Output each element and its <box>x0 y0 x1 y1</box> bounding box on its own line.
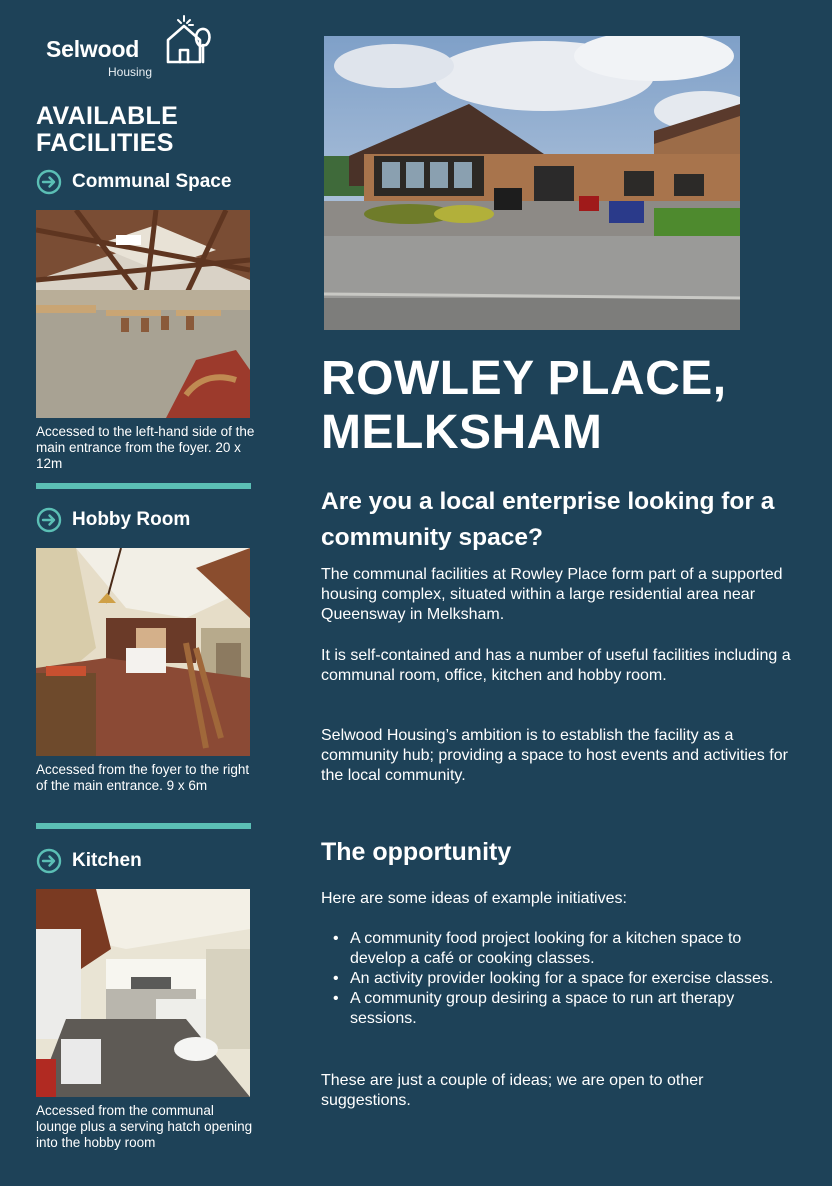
kitchen-photo <box>36 889 250 1097</box>
facility-caption: Accessed to the left-hand side of the main entrance from the foyer. 20 x 12m <box>36 424 255 471</box>
arrow-circle-icon <box>36 848 62 874</box>
house-tree-icon <box>164 12 214 67</box>
building-exterior-photo <box>324 36 740 330</box>
communal-space-photo <box>36 210 250 418</box>
list-item: • A community food project looking for a kitchen space to develop a café or cooking classes. <box>321 929 781 969</box>
logo-name: Selwood <box>46 36 140 62</box>
section-divider <box>36 823 251 829</box>
facilities-heading: AVAILABLE FACILITIES <box>36 102 179 157</box>
facilities-paragraph: It is self-contained and has a number of useful facilities including a communal room, office, kitchen and hobby room. <box>321 647 791 684</box>
opportunity-list <box>321 929 781 1029</box>
list-item: • An activity provider looking for a space for exercise classes. <box>321 969 781 989</box>
intro-paragraph: The communal facilities at Rowley Place form part of a supported housing complex, situated within a large residential area near Queensway in Melksham. <box>321 566 783 623</box>
arrow-circle-icon <box>36 507 62 533</box>
section-divider <box>36 483 251 489</box>
list-item: • A community group desiring a space to run art therapy sessions. <box>321 989 781 1029</box>
selwood-logo <box>46 12 216 82</box>
opportunity-intro: Here are some ideas of example initiatives: <box>321 890 627 907</box>
opportunity-heading: The opportunity <box>321 838 512 866</box>
facility-heading-hobby <box>36 507 190 533</box>
arrow-circle-icon <box>36 169 62 195</box>
logo-subtitle: Housing <box>108 65 153 79</box>
ambition-paragraph: Selwood Housing’s ambition is to establish the facility as a community hub; providing a space to host events and activities for the local community. <box>321 727 788 784</box>
hobby-room-photo <box>36 548 250 756</box>
closing-paragraph: These are just a couple of ideas; we are open to other suggestions. <box>321 1072 704 1109</box>
facility-caption: Accessed from the foyer to the right of the main entrance. 9 x 6m <box>36 762 250 793</box>
facility-heading-kitchen <box>36 848 142 874</box>
page-subtitle: Are you a local enterprise looking for a community space? <box>321 488 775 551</box>
facility-label: Kitchen <box>72 850 142 871</box>
facility-heading-communal <box>36 169 231 195</box>
facility-label: Communal Space <box>72 171 232 192</box>
facility-caption: Accessed from the communal lounge plus a serving hatch opening into the hobby room <box>36 1103 253 1150</box>
page-title: ROWLEY PLACE, MELKSHAM <box>321 352 727 459</box>
facility-label: Hobby Room <box>72 509 191 530</box>
